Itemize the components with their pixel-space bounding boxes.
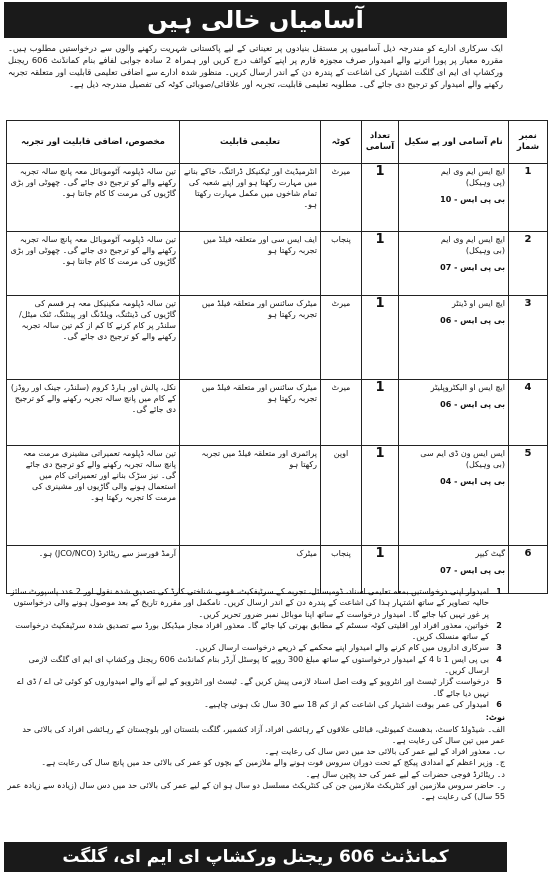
- row-experience: تین سالہ ڈپلومہ تعمیراتی مشینری مرمت معہ پانچ سالہ تجربہ رکھنے والے کو ترجیح دی جائے گی۔ نیز سڑک بنانے اور تعمیراتی کام میں استعمال ہونے والی گاڑیوں اور مشینری کی مرمت کا تجربہ رکھتا ہو۔: [7, 446, 180, 546]
- rule-text: امیدوار اپنی درخواستیں بمعہ تعلیمی اسناد، ڈومیسائل، تجربہ کے سرٹیفکیٹ، قومی شناختی کارڈ کی تصدیق شدہ نقول اور 2 عدد پاسپورٹ سائز حالیہ تصاویر کے ساتھ اشتہار ہذا کی اشاعت کے پندرہ دن کے اندر ارسال کریں۔ نامکمل اور مقررہ تاریخ کے بعد موصول ہونے والی درخواستوں پر غور نہیں کیا جائے گا۔ امیدوار درخواست کے ساتھ اپنا موبائل نمبر ضرور تحریر کریں۔: [10, 587, 489, 619]
- header-experience: مخصوص، اضافی قابلیت اور تجربہ: [7, 121, 180, 164]
- table-row: [7, 296, 548, 380]
- rule-text: بی پی ایس 1 تا 4 کے امیدوار درخواستوں کے ساتھ مبلغ 300 روپے کا پوسٹل آرڈر بنام کمانڈنٹ 606 ریجنل ورکشاپ ای ایم ای گلگت لازمی ارسال کریں۔: [28, 654, 489, 676]
- pay-scale: بی پی ایس - 06: [440, 316, 505, 325]
- rule-number: 6: [496, 699, 502, 709]
- rule-number: 3: [496, 643, 502, 653]
- row-experience: تین سالہ ڈپلومہ آٹوموبائل معہ پانچ سالہ تجربہ رکھنے والے کو ترجیح دی جائے گی۔ چھوٹی اور بڑی گاڑیوں کی مرمت کا کام جانتا ہو۔: [7, 164, 180, 232]
- pay-scale: بی پی ایس - 04: [440, 477, 505, 486]
- rule-item: [6, 699, 505, 710]
- post-subtitle: (بی وہیکل): [465, 460, 505, 469]
- pay-scale: بی پی ایس - 07: [440, 263, 505, 272]
- row-post-name: [399, 164, 509, 232]
- note-item: ب۔ معذور افراد کے لیے عمر کی بالائی حد میں دس سال کی رعایت ہے۔: [264, 747, 505, 757]
- row-count: 1: [362, 164, 399, 232]
- row-serial: 1: [509, 164, 548, 232]
- row-experience: تین سالہ ڈپلومہ آٹوموبائل معہ پانچ سالہ تجربہ رکھنے والے کو ترجیح دی جائے گی۔ چھوٹی اور بڑی گاڑیوں کی مرمت کا کام جانتا ہو۔: [7, 232, 180, 296]
- row-quota: میرٹ: [321, 296, 362, 380]
- header-post-name: نام آسامی اور پے سکیل: [399, 121, 509, 164]
- rule-number: 5: [496, 677, 502, 687]
- row-count: 1: [362, 296, 399, 380]
- row-qualification: انٹرمیڈیٹ اور ٹیکنیکل ڈرائنگ، خاکے بنانے میں مہارت رکھتا ہو اور اپنے شعبہ کی تمام شاخوں میں مکمل مہارت رکھتا ہو۔: [180, 164, 321, 232]
- post-subtitle: (پی وہیکل): [465, 178, 505, 187]
- row-qualification: میٹرک سائنس اور متعلقہ فیلڈ میں تجربہ رکھتا ہو: [180, 296, 321, 380]
- rule-item: [6, 620, 505, 643]
- row-quota: میرٹ: [321, 164, 362, 232]
- row-quota: پنجاب: [321, 546, 362, 594]
- row-serial: 3: [509, 296, 548, 380]
- pay-scale: بی پی ایس - 10: [440, 195, 505, 204]
- rule-number: 4: [496, 654, 502, 664]
- post-title: گیٹ کیپر: [475, 549, 505, 558]
- table-row: [7, 446, 548, 546]
- note-item: الف۔ شیڈولڈ کاسٹ، بدھسٹ کمیونٹی، قبائلی علاقوں کے رہائشی افراد، آزاد کشمیر، گلگت بلتستان اور بلوچستان کے رہائشی افراد کی بالائی حد عمر میں تین سال کی رعایت ہے۔: [22, 724, 505, 745]
- row-serial: 5: [509, 446, 548, 546]
- row-count: 1: [362, 546, 399, 594]
- vacancies-table: [6, 120, 548, 594]
- row-count: 1: [362, 446, 399, 546]
- row-experience: نکل، پالش اور ہارڈ کروم (سلنڈر، جینک اور روڈز) کے کام میں پانچ سالہ تجربہ رکھنے والے کو ترجیح دی جائے گی۔: [7, 380, 180, 446]
- rule-item: [6, 676, 505, 699]
- row-qualification: پرائمری اور متعلقہ فیلڈ میں تجربہ رکھتا ہو: [180, 446, 321, 546]
- row-quota: اوپن: [321, 446, 362, 546]
- row-post-name: [399, 446, 509, 546]
- post-title: ایچ ایس ایم وی ایم: [440, 235, 505, 244]
- pay-scale: بی پی ایس - 06: [440, 400, 505, 409]
- header-serial: نمبر شمار: [509, 121, 548, 164]
- note-item: ج۔ وزیر اعظم کے امدادی پیکج کے تحت دوران سروس فوت ہونے والے ملازمین کے بچوں کو عمر کی بالائی حد میں پانچ سال کی رعایت ہے۔: [41, 758, 505, 768]
- post-title: ایچ ایس ایم وی ایم: [440, 167, 505, 176]
- row-qualification: میٹرک: [180, 546, 321, 594]
- rule-text: درخواست گزار ٹیسٹ اور انٹرویو کے وقت اصل اسناد لازمی پیش کریں گے۔ ٹیسٹ اور انٹرویو کے لیے آنے والے امیدواروں کو کوئی ٹی اے / ڈی اے نہیں دیا جائے گا۔: [16, 677, 489, 698]
- post-title: ایس ایس ون ڈی ایم سی: [420, 449, 505, 458]
- rule-item: [6, 642, 505, 653]
- advert-title: آسامیاں خالی ہیں: [4, 2, 507, 38]
- rule-text: سرکاری اداروں میں کام کرنے والے امیدوار اپنے محکمے کے ذریعے درخواست ارسال کریں۔: [194, 643, 489, 653]
- row-post-name: [399, 296, 509, 380]
- header-qualification: تعلیمی قابلیت: [180, 121, 321, 164]
- row-qualification: ایف ایس سی اور متعلقہ فیلڈ میں تجربہ رکھتا ہو: [180, 232, 321, 296]
- header-count: تعداد آسامی: [362, 121, 399, 164]
- advertiser-footer: کمانڈنٹ 606 ریجنل ورکشاپ ای ایم ای، گلگت: [4, 842, 507, 872]
- table-header-row: [7, 121, 548, 164]
- rule-text: امیدوار کی عمر بوقت اشتہار کی اشاعت کم از کم 18 سے 30 سال تک ہونی چاہیے۔: [204, 699, 489, 709]
- rule-number: 2: [496, 620, 502, 630]
- notes-heading: نوٹ:: [485, 713, 505, 723]
- application-rules: [6, 586, 505, 822]
- intro-paragraph: ایک سرکاری ادارے کو مندرجہ ذیل آسامیوں پر مستقل بنیادوں پر تعیناتی کے لیے پاکستانی شہریت رکھنے والوں سے درخواستیں مطلوب ہیں۔ مقررہ معیار پر پورا اترنے والے امیدوار صرف مجوزہ فارم پر اپنے کوائف درج کریں اور ہمراہ 2 سادہ جوابی لفافے بنام کمانڈنٹ 606 ریجنل ورکشاپ ای ایم ای گلگت اشتہار کی اشاعت کے پندرہ دن کے اندر ارسال کریں۔ منظور شدہ ادارے سے اضافی تعلیمی قابلیت اور متعلقہ تجربہ رکھنے والے امیدوار کو ترجیح دی جائے گی۔ مطلوبہ تعلیمی قابلیت، تجربہ اور علاقائی/صوبائی کوٹہ کی تفصیل مندرجہ ذیل ہے۔: [8, 43, 503, 89]
- post-title: ایچ ایس او الیکٹروپلیٹر: [430, 383, 505, 392]
- table-row: [7, 164, 548, 232]
- row-quota: پنجاب: [321, 232, 362, 296]
- note-item: د۔ ریٹائرڈ فوجی حضرات کے لیے عمر کی حد پچپن سال ہے۔: [305, 769, 505, 779]
- row-quota: میرٹ: [321, 380, 362, 446]
- row-serial: 2: [509, 232, 548, 296]
- rule-number: 1: [496, 587, 502, 596]
- table-row: [7, 380, 548, 446]
- row-experience: آرمڈ فورسز سے ریٹائرڈ (JCO/NCO) ہو۔: [7, 546, 180, 594]
- pay-scale: بی پی ایس - 07: [440, 566, 505, 575]
- post-subtitle: (بی وہیکل): [465, 246, 505, 255]
- table-row: [7, 232, 548, 296]
- rule-item: [6, 654, 505, 677]
- row-post-name: [399, 232, 509, 296]
- row-qualification: میٹرک سائنس اور متعلقہ فیلڈ میں تجربہ رکھتا ہو: [180, 380, 321, 446]
- rule-text: خواتین، معذور افراد اور اقلیتی کوٹہ سسٹم کے مطابق بھرتی کیا جائے گا۔ معذور افراد مجاز میڈیکل بورڈ سے تصدیق شدہ سرٹیفکیٹ درخواست کے ساتھ منسلک کریں۔: [15, 620, 489, 642]
- row-serial: 4: [509, 380, 548, 446]
- row-count: 1: [362, 232, 399, 296]
- note-item: ر۔ حاضر سروس ملازمین اور کنٹریکٹ ملازمین جن کی کنٹریکٹ مسلسل دو سال ہو ان کے لیے عمر کی بالائی حد میں دس سال (زیادہ سے زیادہ عمر 55 سال) کی رعایت ہے۔: [7, 781, 505, 802]
- row-experience: تین سالہ ڈپلومہ مکینیکل معہ ہر قسم کی گاڑیوں کی ڈینٹنگ، ویلڈنگ اور پینٹنگ، ٹنک میٹل/سلنڈر پر کام کرنے کا کم از کم تین سالہ تجربہ رکھنے والے کو ترجیح دی جائے گی۔: [7, 296, 180, 380]
- post-title: ایچ ایس او ڈینٹر: [451, 299, 505, 308]
- row-post-name: [399, 380, 509, 446]
- rule-item: [6, 586, 505, 620]
- row-serial: 6: [509, 546, 548, 594]
- row-count: 1: [362, 380, 399, 446]
- header-quota: کوٹہ: [321, 121, 362, 164]
